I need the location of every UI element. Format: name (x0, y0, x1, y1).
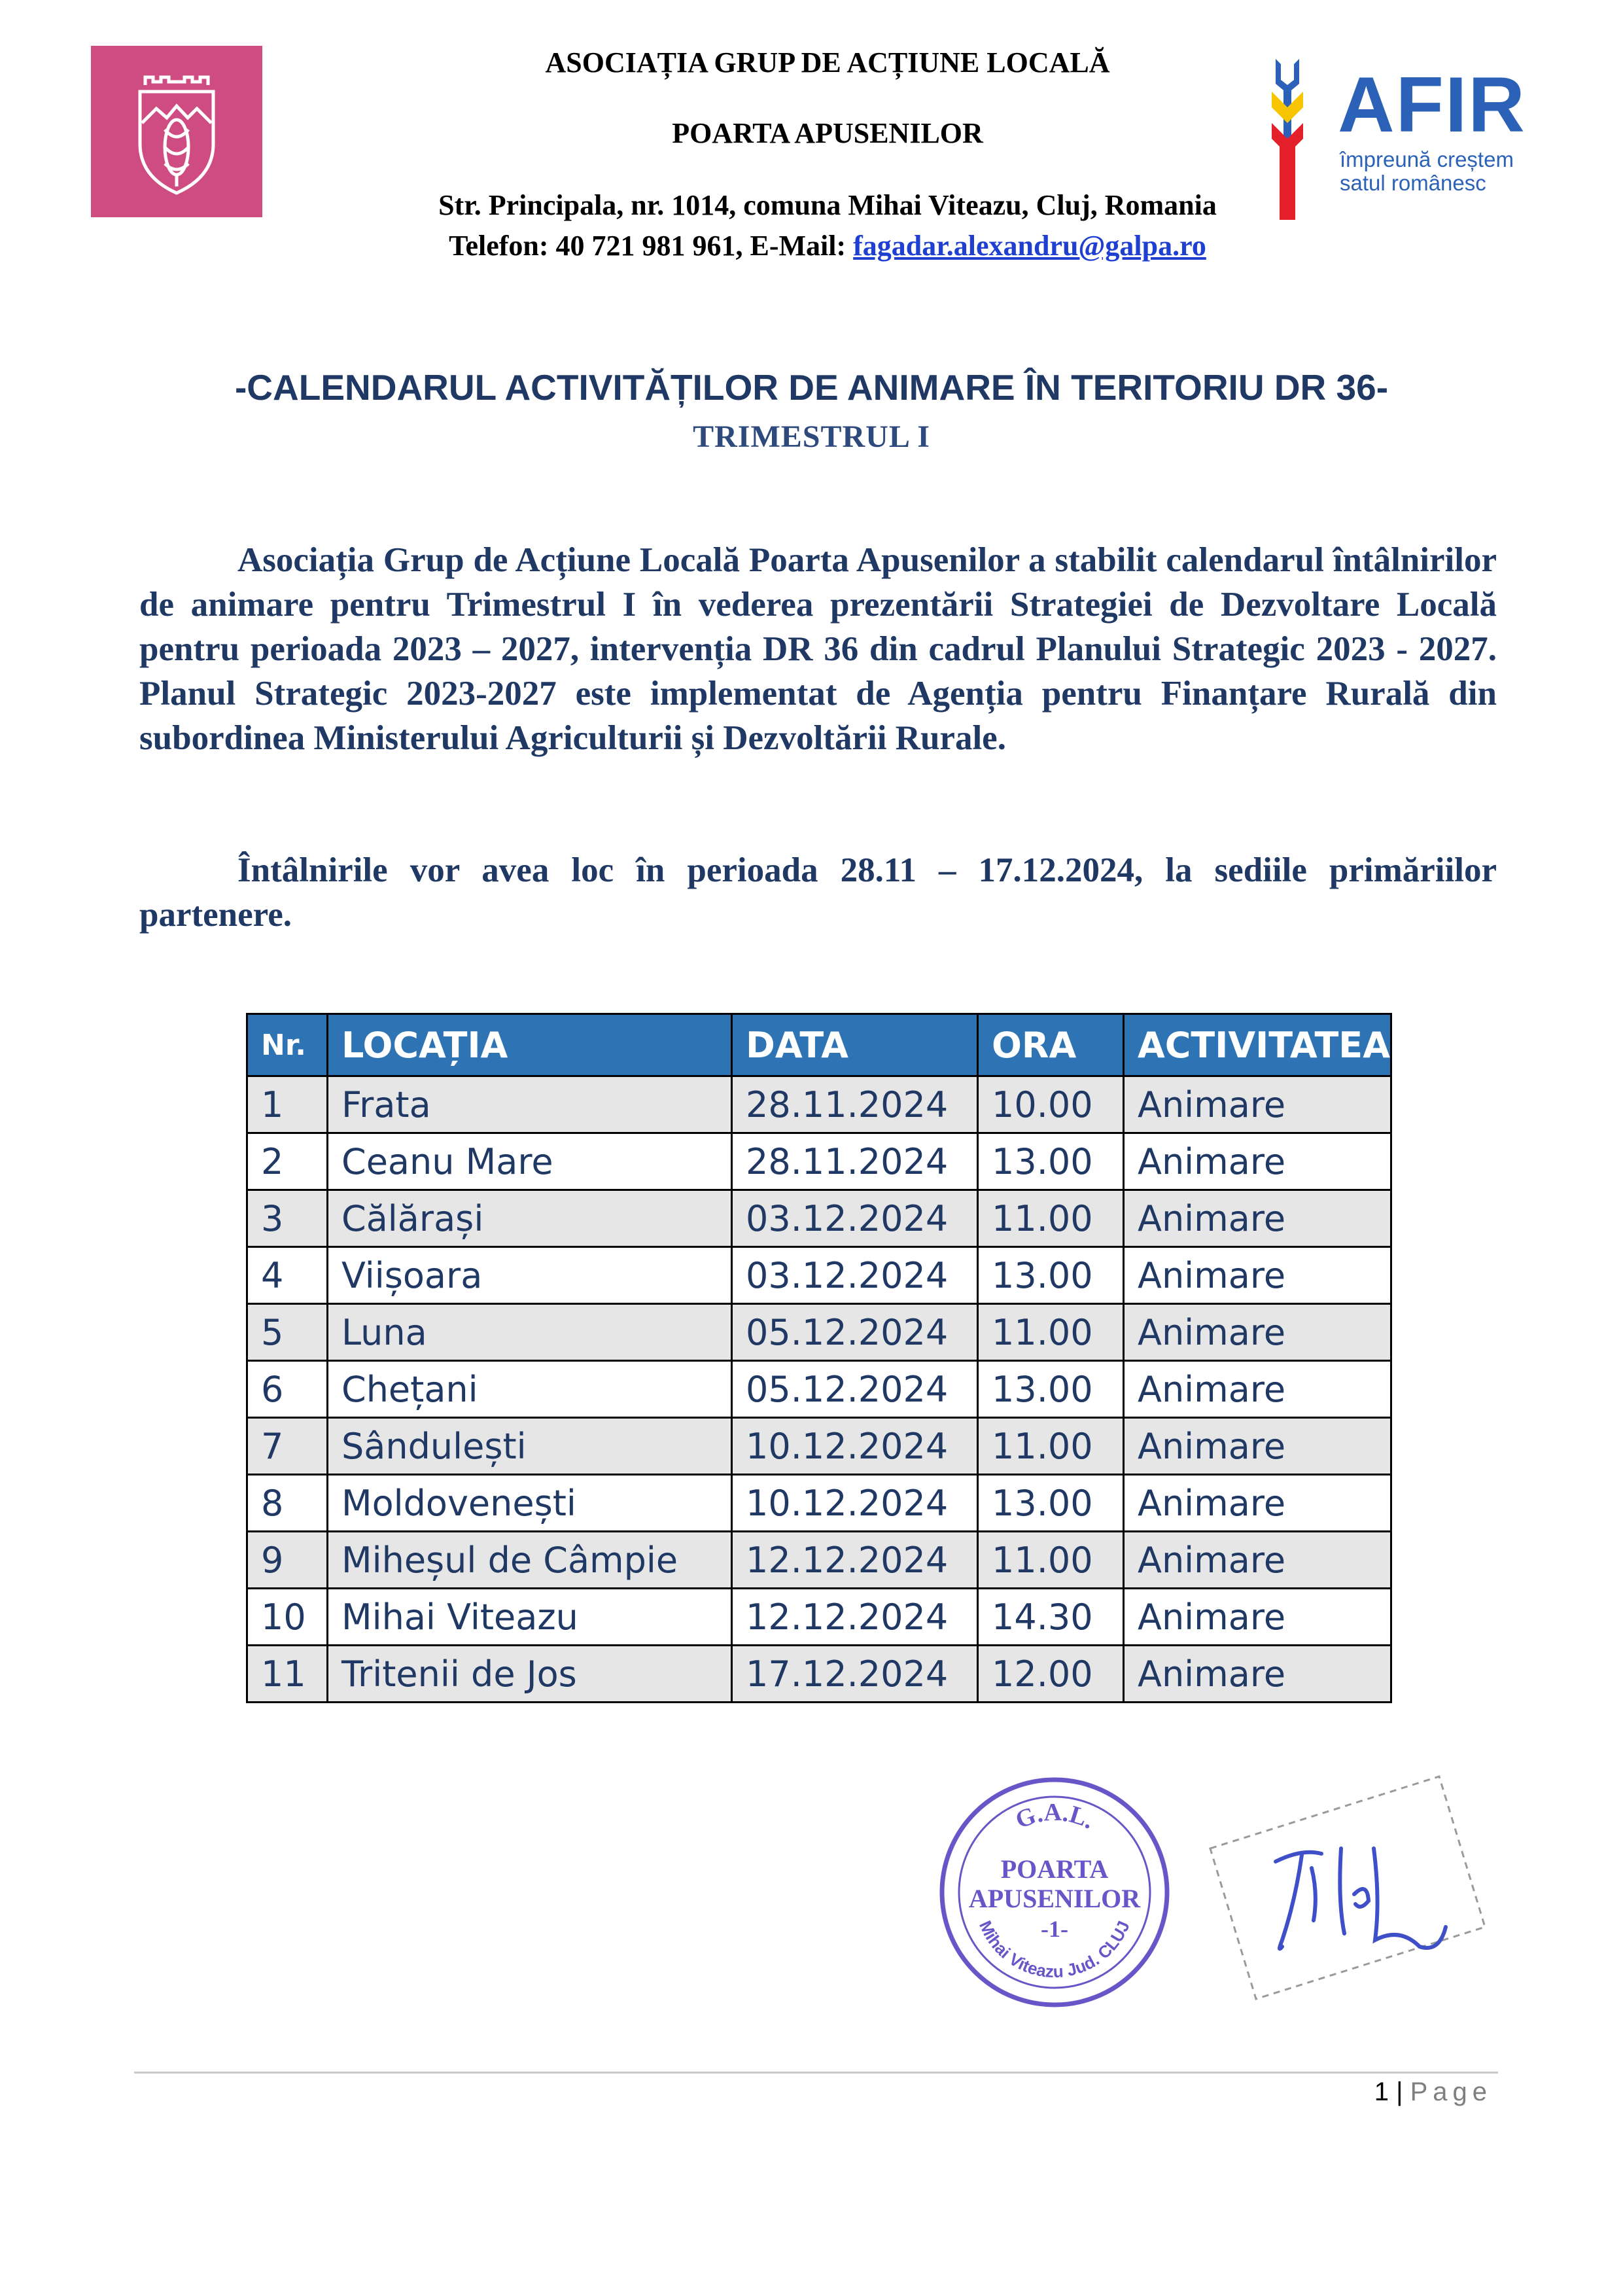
table-row (247, 1304, 1391, 1361)
page-label: Page (1410, 2077, 1492, 2106)
contact-prefix: Telefon: 40 721 981 961, E-Mail: (449, 230, 854, 262)
table-row (247, 1133, 1391, 1190)
gal-emblem-icon (91, 46, 262, 217)
cell-nr: 6 (247, 1361, 328, 1418)
intro-paragraph: Asociația Grup de Acțiune Locală Poarta Apusenilor a stabilit calendarul întâlnirilor de animare pentru Trimestrul I în vederea prezentării Strategiei de Dezvoltare Locală pentru perioada 2023 – 2027, intervenția DR 36 din cadrul Planului Strategic 2023 - 2027. Planul Strategic 2023-2027 este implementat de Agenția pentru Finanțare Rurală din subordinea Ministerului Agriculturii și Dezvoltării Rurale. (139, 541, 1497, 757)
document-subtitle: TRIMESTRUL I (693, 419, 930, 454)
svg-text:G.A.L. (1012, 1799, 1099, 1835)
table-row (247, 1190, 1391, 1247)
table-row (247, 1361, 1391, 1418)
table-row (247, 1475, 1391, 1532)
email-link[interactable]: fagadar.alexandru@galpa.ro (853, 230, 1206, 262)
cell-ora: 12.00 (978, 1646, 1124, 1703)
cell-locatia: Moldovenești (328, 1475, 732, 1532)
header-locatia: LOCAȚIA (328, 1014, 732, 1076)
cell-ora: 11.00 (978, 1418, 1124, 1475)
cell-data: 28.11.2024 (732, 1076, 978, 1133)
cell-ora: 13.00 (978, 1133, 1124, 1190)
cell-nr: 3 (247, 1190, 328, 1247)
cell-locatia: Sândulești (328, 1418, 732, 1475)
org-address: Str. Principala, nr. 1014, comuna Mihai Viteazu, Cluj, Romania (438, 189, 1217, 221)
cell-ora: 11.00 (978, 1190, 1124, 1247)
cell-locatia: Frata (328, 1076, 732, 1133)
cell-nr: 10 (247, 1589, 328, 1646)
table-row (247, 1532, 1391, 1589)
header-nr: Nr. (247, 1014, 328, 1076)
cell-locatia: Miheșul de Câmpie (328, 1532, 732, 1589)
cell-activitatea: Animare (1124, 1589, 1391, 1646)
table-row (247, 1076, 1391, 1133)
stamp-line3: -1- (1041, 1916, 1068, 1942)
cell-activitatea: Animare (1124, 1361, 1391, 1418)
cell-nr: 5 (247, 1304, 328, 1361)
cell-activitatea: Animare (1124, 1133, 1391, 1190)
org-contact (262, 229, 1393, 262)
org-name-line2: POARTA APUSENILOR (672, 117, 983, 149)
meetings-paragraph: Întâlnirile vor avea loc în perioada 28.11 – 17.12.2024, la sediile primăriilor partenere. (139, 851, 1497, 934)
cell-nr: 1 (247, 1076, 328, 1133)
stamp-top-text: G.A.L. (1011, 1798, 1099, 1835)
cell-nr: 4 (247, 1247, 328, 1304)
gal-logo (91, 46, 262, 217)
cell-activitatea: Animare (1124, 1190, 1391, 1247)
table-row (247, 1589, 1391, 1646)
table-header-row (247, 1014, 1391, 1076)
signature-mark (1204, 1770, 1492, 2005)
afir-slogan (1340, 148, 1514, 195)
cell-activitatea: Animare (1124, 1076, 1391, 1133)
cell-data: 17.12.2024 (732, 1646, 978, 1703)
cell-activitatea: Animare (1124, 1532, 1391, 1589)
cell-activitatea: Animare (1124, 1646, 1391, 1703)
afir-logo-text: AFIR (1338, 61, 1526, 149)
header-ora: ORA (978, 1014, 1124, 1076)
cell-locatia: Mihai Viteazu (328, 1589, 732, 1646)
cell-data: 12.12.2024 (732, 1532, 978, 1589)
cell-activitatea: Animare (1124, 1304, 1391, 1361)
gal-stamp (935, 1773, 1174, 2012)
cell-data: 10.12.2024 (732, 1418, 978, 1475)
cell-data: 05.12.2024 (732, 1361, 978, 1418)
document-title: -CALENDARUL ACTIVITĂȚILOR DE ANIMARE ÎN TERITORIU DR 36- (234, 367, 1389, 408)
cell-ora: 11.00 (978, 1532, 1124, 1589)
cell-data: 05.12.2024 (732, 1304, 978, 1361)
cell-data: 03.12.2024 (732, 1247, 978, 1304)
org-name-line1: ASOCIAȚIA GRUP DE ACȚIUNE LOCALĂ (545, 46, 1110, 79)
header-activitatea: ACTIVITATEA (1124, 1014, 1391, 1076)
cell-locatia: Călărași (328, 1190, 732, 1247)
calendar-table (246, 1013, 1392, 1703)
cell-nr: 2 (247, 1133, 328, 1190)
footer-divider (134, 2072, 1498, 2074)
cell-ora: 14.30 (978, 1589, 1124, 1646)
page-separator: | (1388, 2077, 1410, 2106)
header-data: DATA (732, 1014, 978, 1076)
cell-locatia: Luna (328, 1304, 732, 1361)
cell-ora: 11.00 (978, 1304, 1124, 1361)
stamp-bottom-text: Mihai Viteazu Jud. CLUJ (975, 1917, 1134, 1982)
page-number-value: 1 (1374, 2077, 1389, 2106)
cell-data: 12.12.2024 (732, 1589, 978, 1646)
stamp-line1: POARTA (1000, 1854, 1109, 1884)
cell-nr: 9 (247, 1532, 328, 1589)
cell-data: 03.12.2024 (732, 1190, 978, 1247)
table-row (247, 1247, 1391, 1304)
cell-activitatea: Animare (1124, 1247, 1391, 1304)
cell-ora: 13.00 (978, 1361, 1124, 1418)
cell-activitatea: Animare (1124, 1418, 1391, 1475)
afir-slogan-line2: satul românesc (1340, 171, 1486, 195)
cell-nr: 11 (247, 1646, 328, 1703)
cell-data: 28.11.2024 (732, 1133, 978, 1190)
cell-ora: 10.00 (978, 1076, 1124, 1133)
table-body (247, 1076, 1391, 1703)
cell-nr: 7 (247, 1418, 328, 1475)
cell-data: 10.12.2024 (732, 1475, 978, 1532)
table-row (247, 1418, 1391, 1475)
cell-locatia: Ceanu Mare (328, 1133, 732, 1190)
cell-ora: 13.00 (978, 1247, 1124, 1304)
page-number (1374, 2077, 1492, 2107)
cell-locatia: Viișoara (328, 1247, 732, 1304)
cell-locatia: Chețani (328, 1361, 732, 1418)
table-row (247, 1646, 1391, 1703)
afir-slogan-line1: împreună creștem (1340, 147, 1514, 171)
stamp-line2: APUSENILOR (968, 1884, 1141, 1913)
cell-locatia: Tritenii de Jos (328, 1646, 732, 1703)
cell-activitatea: Animare (1124, 1475, 1391, 1532)
cell-nr: 8 (247, 1475, 328, 1532)
cell-ora: 13.00 (978, 1475, 1124, 1532)
